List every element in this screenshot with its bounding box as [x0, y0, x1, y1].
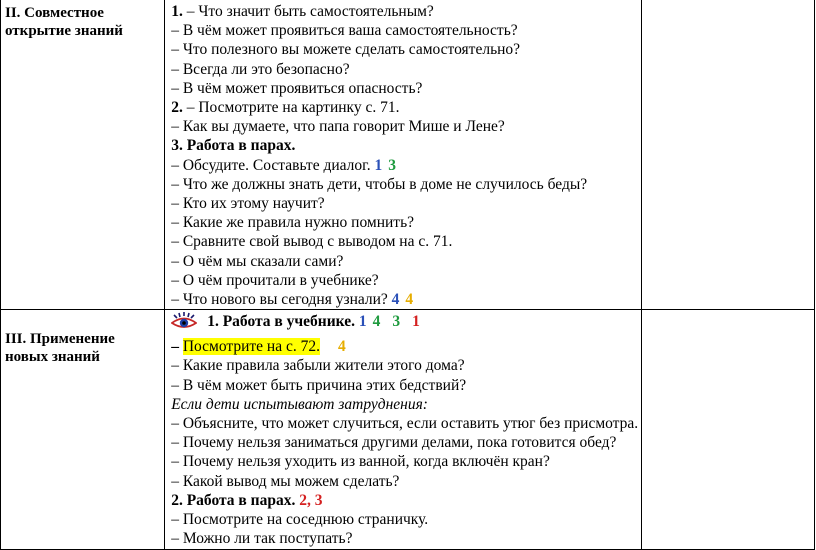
stage-title-line: новых знаний [5, 349, 100, 366]
question-line: – Какие же правила нужно помнить? [171, 214, 415, 232]
eye-icon [171, 312, 197, 337]
marker-number: 4 [391, 291, 400, 309]
activity-cell-application [165, 310, 642, 550]
question-line: – Что полезного вы можете сделать самостоятельно? [171, 41, 521, 59]
question-line: – Какие правила забыли жители этого дома? [171, 357, 465, 375]
question-line: – О чём прочитали в учебнике? [171, 271, 379, 289]
item-number: 2. [171, 99, 183, 117]
stage-title-application [1, 310, 164, 366]
question-text: – Что нового вы сегодня узнали? [171, 291, 392, 309]
marker-number: 4 [405, 291, 414, 309]
question-line: – Как вы думаете, что папа говорит Мише и Лене? [171, 118, 505, 136]
question-line: – Сравните свой вывод с выводом на с. 71. [171, 233, 453, 251]
textbook-task-line [171, 311, 641, 337]
question-text: – Что значит быть самостоятельным? [182, 3, 434, 20]
highlighted-task: Посмотрите на с. 72. [182, 338, 320, 356]
marker-number: 1 [374, 156, 383, 174]
stage-cell-discovery [1, 0, 165, 310]
question-line: – Всегда ли это безопасно? [171, 60, 350, 78]
question-line [171, 2, 641, 21]
notes-cell-discovery [641, 0, 814, 310]
marker-number: 3 [388, 156, 396, 174]
activity-cell-discovery [165, 0, 642, 310]
task-text: – Посмотрите на картинку с. 71. [182, 99, 400, 117]
notes-cell-application [641, 310, 814, 550]
stage-cell-application [1, 310, 165, 550]
question-line [171, 290, 641, 309]
marker-number: 1 [358, 313, 367, 331]
question-line: – О чём мы сказали сами? [171, 252, 344, 270]
task-line [171, 98, 641, 117]
pair-work-line [171, 491, 641, 510]
pair-work-heading: 2. Работа в парах. [171, 491, 300, 509]
marker-number: 4 [372, 313, 381, 331]
question-line: – Что же должны знать дети, чтобы в доме не случилось беды? [171, 175, 588, 193]
stage-title-line: II. Совместное [5, 5, 104, 21]
stage-title-discovery [1, 0, 164, 40]
task-line [171, 337, 641, 356]
question-line: – В чём может проявиться ваша самостоятельность? [171, 22, 518, 40]
question-line: – Можно ли так поступать? [171, 530, 353, 548]
question-line: – Почему нельзя уходить из ванной, когда включён кран? [171, 453, 550, 471]
question-line: – Какой вывод мы можем сделать? [171, 472, 400, 490]
pair-work-heading: 3. Работа в парах. [171, 137, 296, 155]
stage-title-line: III. Применение [5, 331, 115, 348]
question-line: – Почему нельзя заниматься другими делами, пока готовится обед? [171, 434, 617, 452]
dash: – [171, 338, 183, 356]
task-line [171, 156, 641, 175]
task-text: – Обсудите. Составьте диалог. [171, 156, 375, 174]
row-application [1, 310, 815, 550]
question-line: – В чём может проявиться опасность? [171, 79, 423, 97]
stage-title-line: открытие знаний [5, 23, 123, 39]
question-line: – Объясните, что может случиться, если оставить утюг без присмотра. [171, 415, 639, 433]
marker-number: 2, 3 [299, 491, 323, 509]
marker-number: 1 [412, 313, 420, 331]
question-line: – В чём может быть причина этих бедствий? [171, 376, 467, 394]
task-title: 1. Работа в учебнике. [207, 313, 359, 331]
question-line: – Посмотрите на соседнюю страничку. [171, 511, 429, 529]
row-discovery [1, 0, 815, 310]
item-number: 1. [171, 3, 183, 20]
question-line: – Кто их этому научит? [171, 195, 325, 213]
marker-number: 4 [337, 338, 346, 356]
marker-number: 3 [392, 313, 401, 331]
difficulty-note: Если дети испытывают затруднения: [171, 395, 428, 413]
